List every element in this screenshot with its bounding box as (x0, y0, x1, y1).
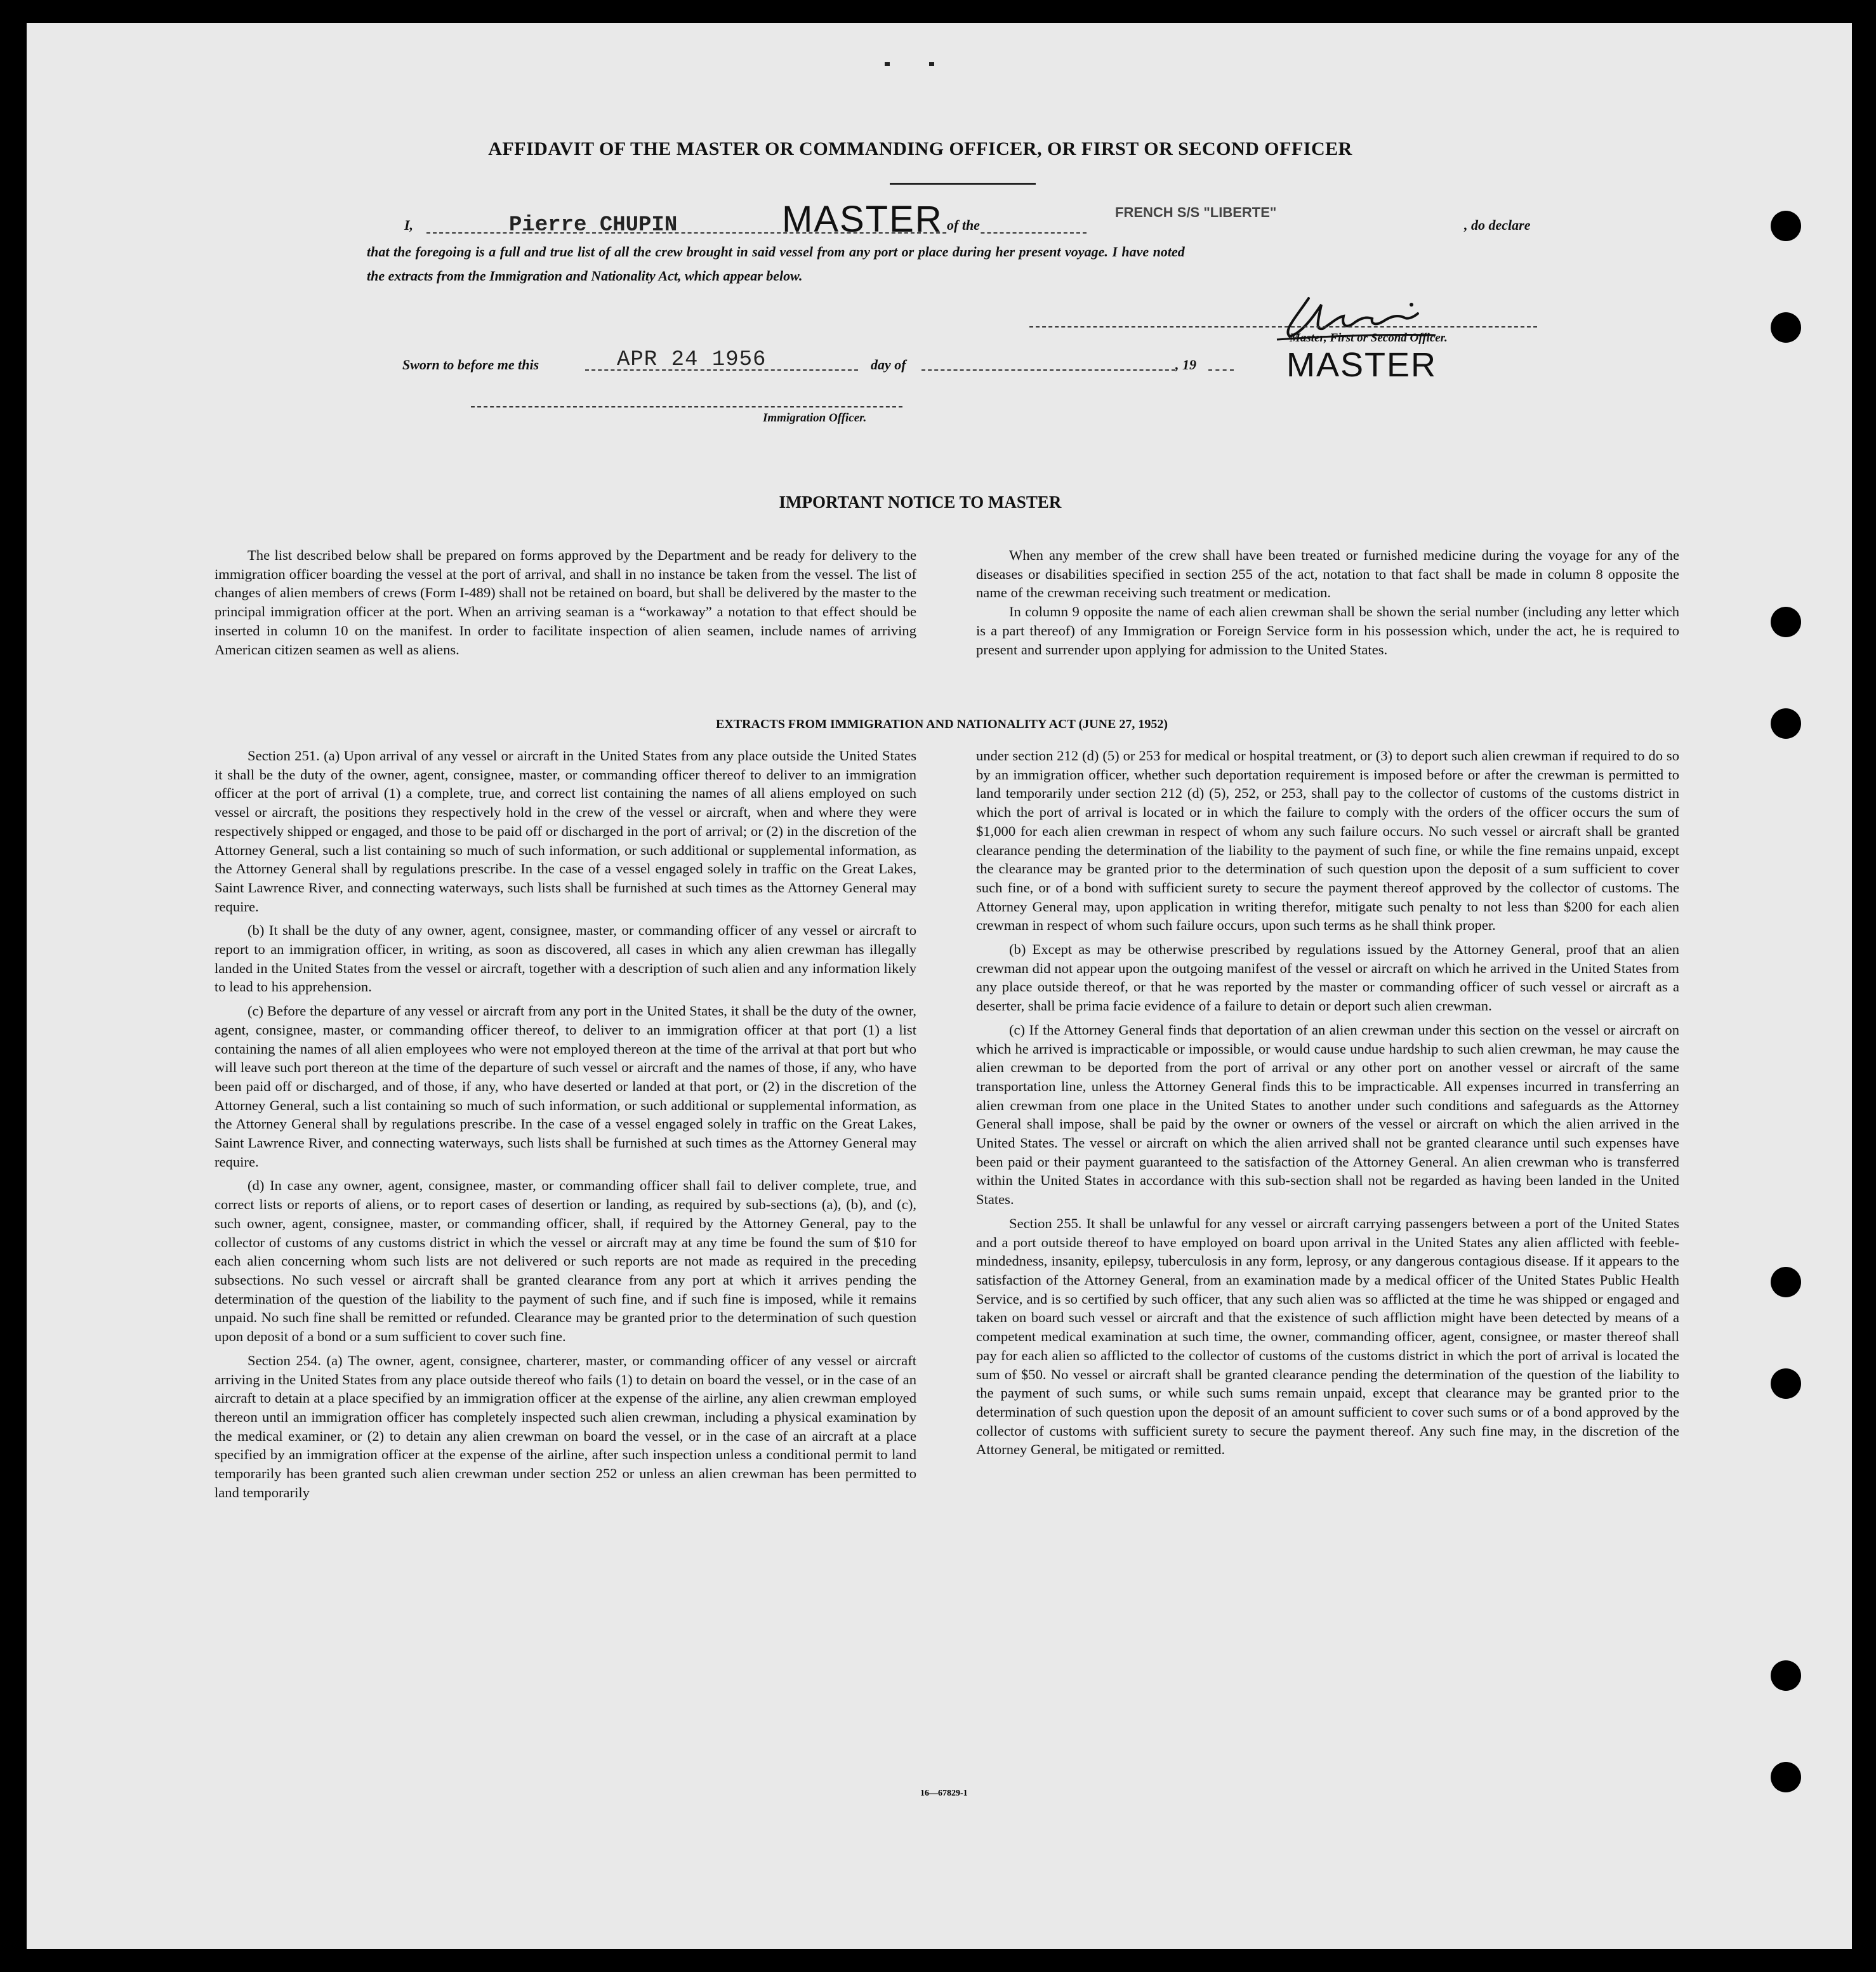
declaration-line-1: that the foregoing is a full and true list of all the crew brought in said vessel from any port or place during her present voyage. I have noted (367, 244, 1185, 260)
officer-caption: Immigration Officer. (763, 411, 867, 425)
section-254-a-cont: under section 212 (d) (5) or 253 for medical or hospital treatment, or (3) to deport such alien crewman if required to do so by an immigration officer, whether such deportation requirement is imposed before or after the crewman is permitted to land temporarily under section 212 (d) (5), 252, or 253, shall pay to the collector of customs of the customs district in which the port of arrival is located or in which the failure to comply with the orders of the officer occurs the sum of $1,000 for each alien crewman in respect of whom any such failure occurs. No such vessel or aircraft shall be granted clearance pending the determination of the liability to the payment of such fine, or while the fine remains unpaid, except the clearance may be granted prior to the determination of such question upon the deposit of a sum sufficient to cover such fine, or of a bond with sufficient surety to secure the payment thereof approved by the collector of customs. The Attorney General may, upon application in writing therefor, mitigate such penalty to not less than $200 for each alien crewman in respect of whom such failure occurs, upon such terms as he shall think proper. (976, 748, 1679, 934)
punch-dot (929, 62, 934, 66)
binder-hole (1771, 1368, 1801, 1399)
notice-right (976, 546, 1679, 664)
section-251-b: (b) It shall be the duty of any owner, agent, consignee, master, or commanding officer of any vessel or aircraft to report to an immigration officer, in writing, as soon as discovered, all cases in which any alien crewman has illegally landed in the United States from the vessel or aircraft, together with a description of such alien and any information likely to lead to his apprehension. (215, 922, 916, 995)
sworn-prefix: Sworn to before me this (402, 357, 539, 373)
form-number: 16—67829-1 (920, 1789, 968, 1798)
month-line (921, 369, 1175, 371)
notice-right-paragraph-2: In column 9 opposite the name of each alien crewman shall be shown the serial number (including any letter which is a part thereof) of any Immigration or Foreign Service form in his possession which, under the act, he is required to present and surrender upon applying for admission to the United States. (976, 604, 1679, 658)
extracts-heading: EXTRACTS FROM IMMIGRATION AND NATIONALITY ACT (JUNE 27, 1952) (715, 717, 1168, 731)
of-the-text: of the (947, 217, 980, 233)
signature-line (1029, 326, 1537, 328)
extracts-left-column (215, 746, 916, 1507)
signature-caption: Master, First or Second Officer. (1290, 331, 1448, 345)
section-251-c: (c) Before the departure of any vessel or aircraft from any port in the United States, it shall be the duty of the owner, agent, consignee, master, or commanding officer thereof, to deliver to an immigration officer at that port (1) a list containing the names of all alien employees who were not employed thereon at the time of the arrival at that port but who will leave such port thereon at the time of the departure of such vessel or aircraft and the names of those, if any, who have been paid off or discharged, and of those, if any, who have deserted or landed at that port, or (2) in the discretion of the Attorney General, such a list containing so much of such information, or such additional or supplemental information, as the Attorney General shall by regulations prescribe. In the case of a vessel engaged solely in traffic on the Great Lakes, Saint Lawrence River, and connecting waterways, such lists shall be furnished at such times as the Attorney General may require. (215, 1003, 916, 1170)
i-prefix: I, (404, 217, 414, 233)
day-of-text: day of (871, 357, 906, 373)
binder-hole (1771, 211, 1801, 241)
section-254-a: Section 254. (a) The owner, agent, consignee, charterer, master, or commanding officer of any vessel or aircraft arriving in the United States from any place outside thereof who fails (1) to detain on board the vessel, or in the case of an aircraft to detain at a place specified by an immigration officer at the expense of the airline, any alien crewman employed thereon until an immigration officer has completely inspected such alien crewman, including a physical examination by the medical examiner, or (2) to detain any alien crewman on board the vessel, or in the case of an aircraft at a place specified by an immigration officer at the expense of the airline, after such inspection unless a conditional permit to land temporarily has been granted such alien crewman under section 252 or unless an alien crewman has been permitted to land temporarily (215, 1352, 916, 1500)
binder-hole (1771, 1267, 1801, 1297)
vessel-name: FRENCH S/S "LIBERTE" (1115, 204, 1277, 220)
punch-dot (885, 62, 890, 66)
binder-hole (1771, 1660, 1801, 1691)
binder-hole (1771, 312, 1801, 343)
notice-right-paragraph-1: When any member of the crew shall have been treated or furnished medicine during the voyage for any of the diseases or disabilities specified in section 255 of the act, notation to that fact shall be made in column 8 opposite the name of the crewman receiving such treatment or medication. (976, 547, 1679, 601)
officer-line (471, 406, 902, 407)
master-name: Pierre CHUPIN (509, 213, 678, 237)
do-declare-text: , do declare (1464, 217, 1531, 233)
affidavit-title: AFFIDAVIT OF THE MASTER OR COMMANDING OFFICER, OR FIRST OR SECOND OFFICER (488, 138, 1352, 159)
extracts-right-column (976, 746, 1679, 1464)
section-251-d: (d) In case any owner, agent, consignee, master, or commanding officer shall fail to deliver complete, true, and correct lists or reports of aliens, or to report cases of desertion or landing, as required by sub-sections (a), (b), and (c), such owner, agent, consignee, master, or commanding officer, shall, if required by the Attorney General, pay to the collector of customs of any customs district in which the vessel or aircraft may at any time be found the sum of $10 for each alien concerning whom such lists are not delivered or such reports are not made as required in the preceding subsections. No such vessel or aircraft shall be granted clearance from any port at which it arrives pending the determination of the question of the liability to the payment of such fine, and if such fine is imposed, while it remains unpaid. No such fine shall be remitted or refunded. Clearance may be granted prior to the determination of such question upon deposit of a bond or a sum sufficient to cover such fine. (215, 1177, 916, 1345)
title-rule (890, 183, 1036, 185)
notice-left-paragraph: The list described below shall be prepared on forms approved by the Department and be ready for delivery to the immigration officer boarding the vessel at the port of arrival, and shall in no instance be taken from the vessel. The list of changes of alien members of crews (Form I-489) shall not be retained on board, but shall be delivered by the master to the principal immigration officer at the port. When an arriving seaman is a “workaway” a notation to that effect should be inserted in column 10 on the manifest. In order to facilitate inspection of alien seamen, include names of arriving American citizen seamen as well as aliens. (215, 547, 916, 658)
year-prefix: , 19 (1175, 357, 1196, 373)
document-page (27, 23, 1852, 1949)
master-stamp-2: MASTER (1286, 346, 1437, 384)
section-251-a: Section 251. (a) Upon arrival of any vessel or aircraft in the United States from any place outside the United States it shall be the duty of the owner, agent, consignee, master, or commanding officer thereof to deliver to an immigration officer at the port of arrival (1) a complete, true, and correct list containing the names of all aliens employed on such vessel or aircraft, the positions they respectively hold in the crew of the vessel or aircraft, when and where they were respectively shipped or engaged, and those to be paid off or discharged in the port of arrival; or (2) in the discretion of the Attorney General, such a list containing so much of such information, or such additional or supplemental information, as the Attorney General shall by regulations prescribe. In the case of a vessel engaged solely in traffic on the Great Lakes, Saint Lawrence River, and connecting waterways, such lists shall be furnished at such times as the Attorney General may require. (215, 748, 916, 915)
notice-heading: IMPORTANT NOTICE TO MASTER (779, 493, 1062, 512)
year-line (1208, 369, 1234, 371)
notice-left (215, 546, 916, 664)
section-254-b: (b) Except as may be otherwise prescribed by regulations issued by the Attorney General, proof that an alien crewman did not appear upon the outgoing manifest of the vessel or aircraft on which he arrived in the United States from any place outside thereof, or that he was reported by the master or commanding officer of such vessel or aircraft as a deserter, shall be prima facie evidence of a failure to detain or deport such alien crewman. (976, 941, 1679, 1014)
binder-hole (1771, 708, 1801, 739)
binder-hole (1771, 1762, 1801, 1792)
master-stamp: MASTER (782, 199, 943, 240)
section-255: Section 255. It shall be unlawful for any vessel or aircraft carrying passengers between a port of the United States and a port outside thereof to have employed on board upon arrival in the United States any alien afflicted with feeble-mindedness, insanity, epilepsy, tuberculosis in any form, leprosy, or any dangerous contagious disease. If it appears to the satisfaction of the Attorney General, from an examination made by a medical officer of the United States Public Health Service, and is so certified by such officer, that any such alien was so afflicted at the time he was shipped or engaged and taken on board such vessel or aircraft and that the existence of such affliction might have been detected by means of a competent medical examination at such time, the owner, commanding officer, agent, consignee, or master thereof shall pay for each alien so afflicted to the collector of customs of the customs district in which the port of arrival is located the sum of $50. No vessel or aircraft shall be granted clearance pending the determination of the question of the liability to the payment of such sums, or while such sums remain unpaid, except that clearance may be granted prior to the determination of such question upon the deposit of an amount sufficient to cover such sums or of a bond approved by the collector of customs with sufficient surety to secure the payment thereof. Any such fine may, in the discretion of the Attorney General, be mitigated or remitted. (976, 1215, 1679, 1458)
section-254-c: (c) If the Attorney General finds that deportation of an alien crewman under this section on the vessel or aircraft on which he arrived is impracticable or impossible, or would cause undue hardship to such alien crewman, he may cause the alien crewman to be deported from the port of arrival or any other port on another vessel or aircraft of the same transportation line, unless the Attorney General finds this to be impracticable. All expenses incurred in transferring an alien crewman from one place in the United States to another under such conditions and safeguards as the Attorney General shall impose, shall be paid by the owner or owners of the vessel or aircraft on which the alien arrived in the United States. The vessel or aircraft on which the alien arrived shall not be granted clearance until such expenses have been paid or their payment guaranteed to the satisfaction of the Attorney General. An alien crewman who is transferred within the United States in accordance with this sub-section shall not be regarded as having been landed in the United States. (976, 1021, 1679, 1208)
sworn-date: APR 24 1956 (617, 348, 767, 372)
declaration-line-2: the extracts from the Immigration and Nationality Act, which appear below. (367, 268, 803, 284)
binder-hole (1771, 607, 1801, 637)
